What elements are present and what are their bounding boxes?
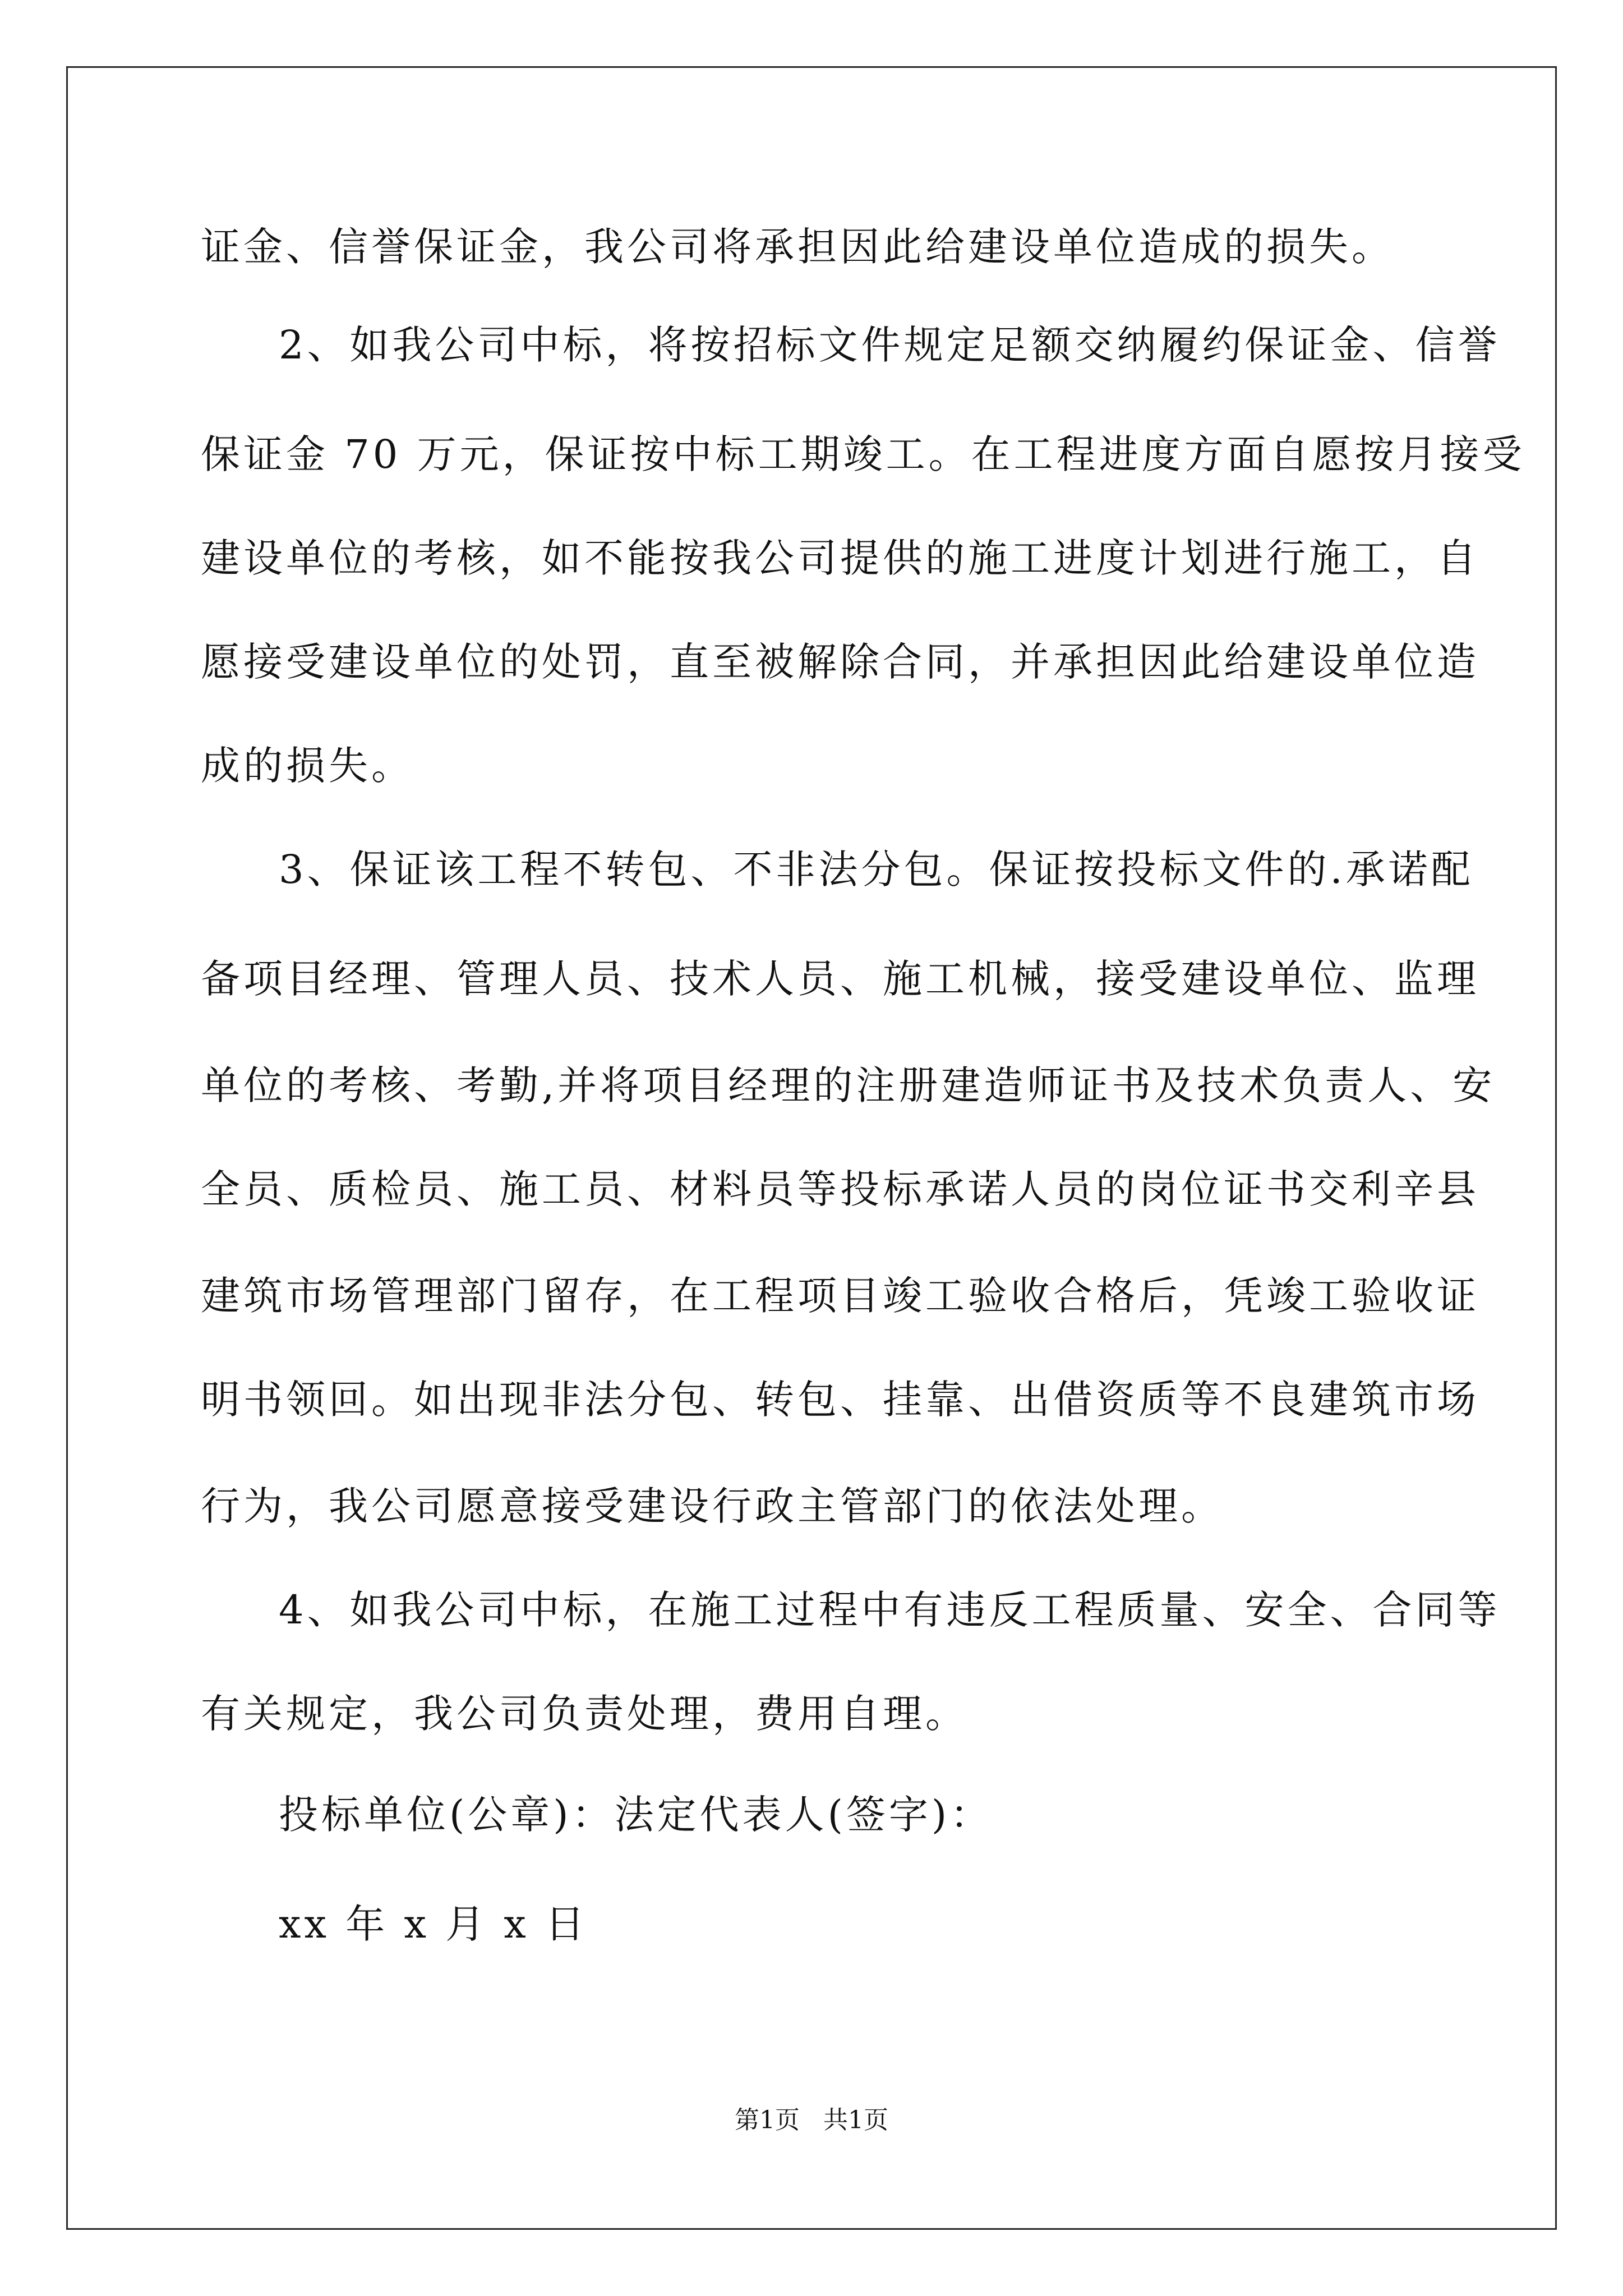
text-line: 建筑市场管理部门留存，在工程项目竣工验收合格后，凭竣工验收证 — [201, 1273, 1479, 1319]
text-line: 有关规定，我公司负责处理，费用自理。 — [201, 1691, 968, 1737]
text-line: 证金、信誉保证金，我公司将承担因此给建设单位造成的损失。 — [201, 224, 1394, 270]
text-line: 全员、质检员、施工员、材料员等投标承诺人员的岗位证书交利辛县 — [201, 1166, 1479, 1212]
text-line: 单位的考核、考勤,并将项目经理的注册建造师证书及技术负责人、安 — [201, 1062, 1496, 1108]
text-line: 2、如我公司中标，将按招标文件规定足额交纳履约保证金、信誉 — [279, 322, 1501, 368]
text-line: 保证金 70 万元，保证按中标工期竣工。在工程进度方面自愿按月接受 — [201, 431, 1525, 477]
text-line: 3、保证该工程不转包、不非法分包。保证按投标文件的.承诺配 — [279, 846, 1474, 892]
text-line: 4、如我公司中标，在施工过程中有违反工程质量、安全、合同等 — [279, 1587, 1501, 1633]
text-line: 备项目经理、管理人员、技术人员、施工机械，接受建设单位、监理 — [201, 956, 1479, 1002]
date-line: xx 年 x 月 x 日 — [279, 1901, 588, 1947]
text-line: 建设单位的考核，如不能按我公司提供的施工进度计划进行施工，自 — [201, 535, 1479, 581]
text-line: 愿接受建设单位的处罚，直至被解除合同，并承担因此给建设单位造 — [201, 639, 1479, 685]
text-line: 明书领回。如出现非法分包、转包、挂靠、出借资质等不良建筑市场 — [201, 1377, 1479, 1423]
text-line: 行为，我公司愿意接受建设行政主管部门的依法处理。 — [201, 1483, 1224, 1529]
page-footer: 第1页 共1页 — [735, 2106, 888, 2134]
signature-line: 投标单位(公章)：法定代表人(签字)： — [279, 1792, 993, 1838]
text-line: 成的损失。 — [201, 743, 414, 789]
